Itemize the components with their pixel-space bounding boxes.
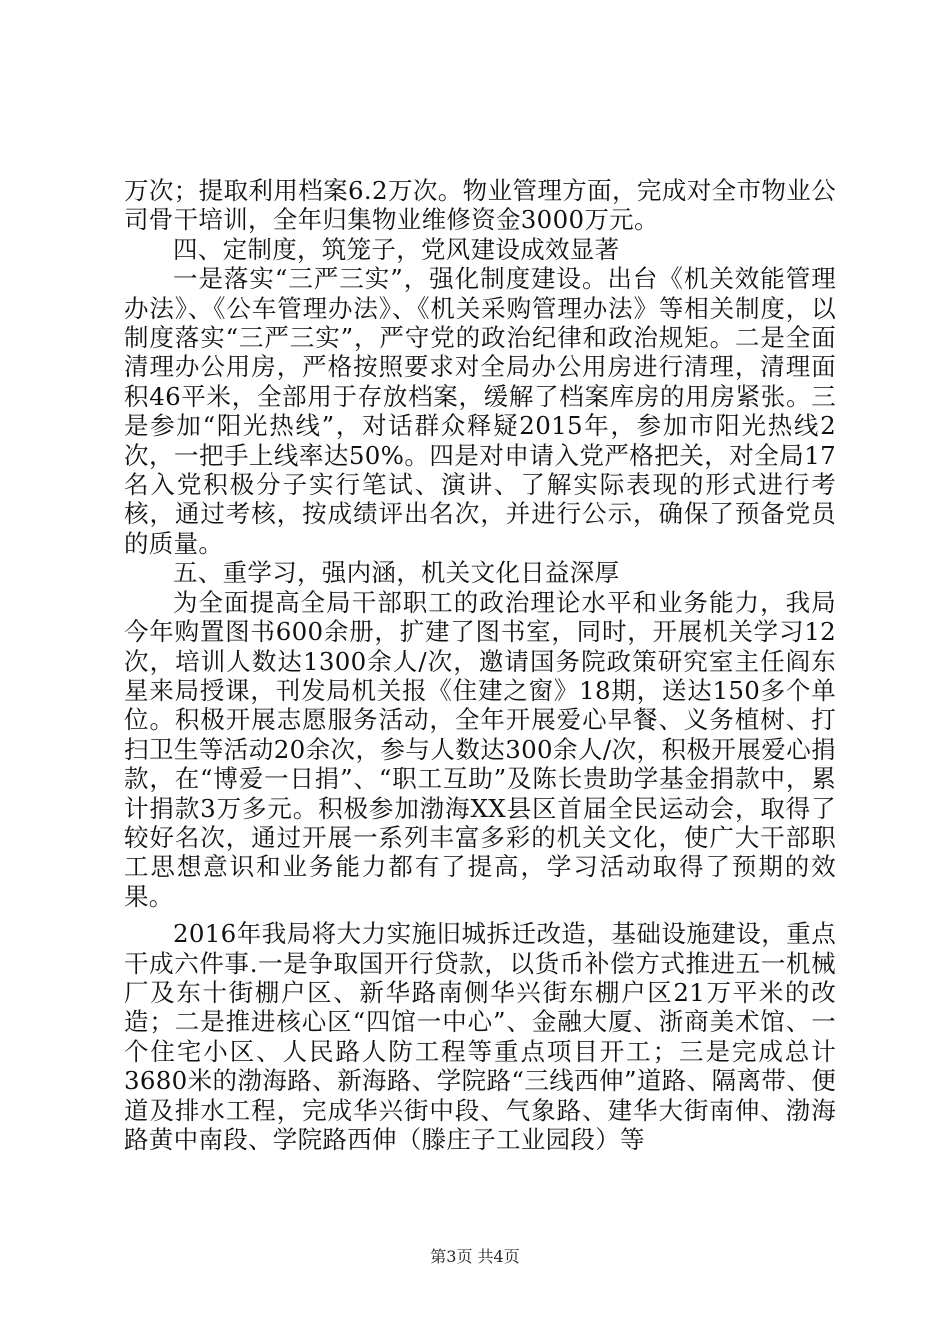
paragraph-continuation: 万次；提取利用档案6.2万次。物业管理方面，完成对全市物业公司骨干培训，全年归集物业维修资金3000万元。	[124, 176, 836, 235]
paragraph-learning-culture: 为全面提高全局干部职工的政治理论水平和业务能力，我局今年购置图书600余册，扩建了图书室，同时，开展机关学习12次，培训人数达1300余人/次，邀请国务院政策研究室主任阎东星来局授课，刊发局机关报《住建之窗》18期，送达150多个单位。积极开展志愿服务活动，全年开展爱心早餐、义务植树、打扫卫生等活动20余次，参与人数达300余人/次，积极开展爱心捐款，在“博爱一日捐”、“职工互助”及陈长贵助学基金捐款中，累计捐款3万多元。积极参加渤海XX县区首届全民运动会，取得了较好名次，通过开展一系列丰富多彩的机关文化，使广大干部职工思想意识和业务能力都有了提高，学习活动取得了预期的效果。	[124, 587, 836, 911]
paragraph-party-style: 一是落实“三严三实”，强化制度建设。出台《机关效能管理办法》、《公车管理办法》、《机关采购管理办法》等相关制度，以制度落实“三严三实”，严守党的政治纪律和政治规矩。二是全面清理办公用房，严格按照要求对全局办公用房进行清理，清理面积46平米，全部用于存放档案，缓解了档案库房的用房紧张。三是参加“阳光热线”，对话群众释疑2015年，参加市阳光热线2次，一把手上线率达50%。四是对申请入党严格把关，对全局17名入党积极分子实行笔试、演讲、了解实际表现的形式进行考核，通过考核，按成绩评出名次，并进行公示，确保了预备党员的质量。	[124, 264, 836, 558]
page-number-footer: 第3页 共4页	[430, 1247, 520, 1266]
document-body	[124, 176, 836, 1154]
section-heading-5: 五、重学习，强内涵，机关文化日益深厚	[173, 558, 620, 588]
section-heading-4: 四、定制度，筑笼子，党风建设成效显著	[173, 234, 620, 264]
paragraph-2016-plan: 2016年我局将大力实施旧城拆迁改造，基础设施建设，重点干成六件事.一是争取国开行贷款，以货币补偿方式推进五一机械厂及东十街棚户区、新华路南侧华兴街东棚户区21万平米的改造；二是推进核心区“四馆一中心”、金融大厦、浙商美术馆、一个住宅小区、人民路人防工程等重点项目开工；三是完成总计3680米的渤海路、新海路、学院路“三线西伸”道路、隔离带、便道及排水工程，完成华兴街中段、气象路、建华大街南伸、渤海路黄中南段、学院路西伸（滕庄子工业园段）等	[124, 919, 836, 1154]
